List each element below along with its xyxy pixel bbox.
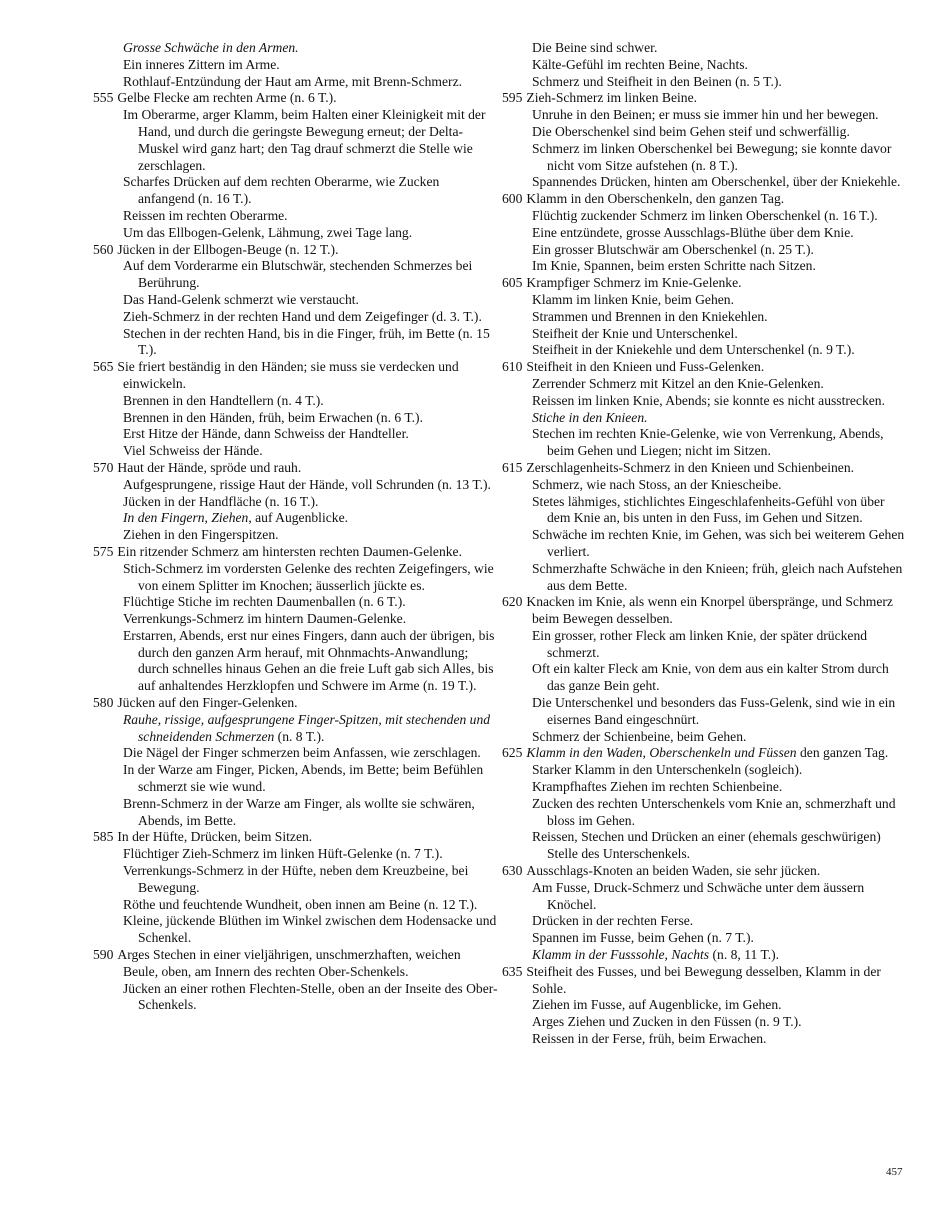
symptom-entry [517,477,907,494]
symptom-entry [517,342,907,359]
entry-text: Brennen in den Händen, früh, beim Erwachen (n. 6 T.). [123,409,423,425]
symptom-entry [517,494,907,528]
entry-text: Steifheit des Fusses, und bei Bewegung desselben, Klamm in der Sohle. [526,963,881,996]
symptom-entry-590 [93,947,498,981]
entry-text: Spannen im Fusse, beim Gehen (n. 7 T.). [532,930,754,946]
entry-text: Ein grosser, rother Fleck am linken Knie, der später drückend schmerzt. [532,627,868,660]
entry-text: Die Oberschenkel sind beim Gehen steif und schwerfällig. [532,123,850,139]
symptom-entry [108,561,498,595]
entry-text: , auf Augenblicke. [248,510,348,526]
entry-text: Arges Ziehen und Zucken in den Füssen (n. 9 T.). [532,1014,802,1030]
entry-text: Erstarren, Abends, erst nur eines Fingers, dann auch der übrigen, bis durch den ganzen Arm herauf, mit Ohnmachts-Anwandlung; durch schnelles hinaus Gehen an die freie Luft gab sich Alles, bis auf anhaltendes Herzklopfen und Schwere im Arme (n. 19 T.). [123,627,495,694]
entry-text: Drücken in der rechten Ferse. [532,913,694,929]
symptom-entry [517,40,907,57]
entry-text: Flüchtig zuckender Schmerz im linken Oberschenkel (n. 16 T.). [532,207,878,223]
symptom-entry [108,426,498,443]
symptom-entry [108,74,498,91]
symptom-entry [517,124,907,141]
symptom-entry [517,527,907,561]
symptom-entry [517,796,907,830]
symptom-entry [517,880,907,914]
entry-text: Stiche in den Knieen. [532,409,648,425]
entry-text: Schmerz und Steifheit in den Beinen (n. 5 T.). [532,73,782,89]
entry-text: Haut der Hände, spröde und rauh. [117,459,302,475]
entry-text: (n. 8, 11 T.). [709,947,780,963]
symptom-entry [517,561,907,595]
entry-number: 570 [93,459,114,475]
entry-text: Im Oberarme, arger Klamm, beim Halten einer Kleinigkeit mit der Hand, und durch die geringste Bewegung erneut; der Delta-Muskel wird ganz hart; den Tag drauf schmerzt die Stelle wie zerschlagen. [123,107,486,173]
symptom-entry [108,628,498,695]
entry-text: Sie friert beständig in den Händen; sie muss sie verdecken und einwickeln. [117,359,459,391]
symptom-entry [108,981,498,1015]
entry-text: Die Beine sind schwer. [532,40,658,55]
symptom-entry [108,913,498,947]
entry-text: Zieh-Schmerz im linken Beine. [526,90,698,106]
symptom-entry-580 [93,695,498,712]
entry-text: Zerschlagenheits-Schmerz in den Knieen und Schienbeinen. [526,459,855,475]
entry-text: Ziehen in den Fingerspitzen. [123,527,279,543]
entry-text: Schmerz, wie nach Stoss, an der Kniescheibe. [532,476,782,492]
entry-number: 625 [502,745,523,761]
entry-number: 630 [502,863,523,879]
entry-text: Steifheit in den Knieen und Fuss-Gelenken. [526,359,765,375]
entry-number: 585 [93,829,114,845]
entry-text: Stetes lähmiges, stichlichtes Eingeschlafenheits-Gefühl von über dem Knie an, bis unten in den Fuss, im Gehen und Sitzen. [532,493,885,526]
symptom-entry [517,695,907,729]
symptom-entry [108,510,498,527]
symptom-entry [108,712,498,746]
entry-text: Klamm in den Waden, Oberschenkeln und Füssen [526,745,797,761]
entry-text: Knacken im Knie, als wenn ein Knorpel überspränge, und Schmerz beim Bewegen desselben. [526,594,893,627]
entry-text: Stechen im rechten Knie-Gelenke, wie von Verrenkung, Abends, beim Gehen und Liegen; nicht im Sitzen. [532,426,884,459]
entry-text: Krampfiger Schmerz im Knie-Gelenke. [526,275,742,291]
entry-text: Zerrender Schmerz mit Kitzel an den Knie-Gelenken. [532,375,824,391]
entry-text: Das Hand-Gelenk schmerzt wie verstaucht. [123,291,359,307]
entry-text: Steifheit der Knie und Unterschenkel. [532,325,738,341]
symptom-entry [108,292,498,309]
symptom-entry [517,107,907,124]
symptom-entry [108,410,498,427]
symptom-entry [108,897,498,914]
symptom-entry [108,258,498,292]
right-column [502,40,907,1048]
entry-text: Ziehen im Fusse, auf Augenblicke, im Gehen. [532,997,782,1013]
entry-text: Oft ein kalter Fleck am Knie, von dem aus ein kalter Strom durch das ganze Bein geht. [532,661,889,694]
entry-text: Schmerz der Schienbeine, beim Gehen. [532,728,747,744]
entry-text: Zieh-Schmerz in der rechten Hand und dem Zeigefinger (d. 3. T.). [123,308,482,324]
symptom-entry-595 [502,90,907,107]
entry-text: Schmerzhafte Schwäche in den Knieen; früh, gleich nach Aufstehen aus dem Bette. [532,560,903,593]
entry-text: Schwäche im rechten Knie, im Gehen, was sich bei weiterem Gehen verliert. [532,527,905,559]
symptom-entry [108,594,498,611]
entry-text: Zucken des rechten Unterschenkels vom Knie an, schmerzhaft und bloss im Gehen. [532,795,896,828]
entry-text: Die Nägel der Finger schmerzen beim Anfassen, wie zerschlagen. [123,745,481,761]
entry-text: In den Fingern, Ziehen [123,510,249,526]
symptom-entry [517,174,907,191]
entry-text: Brenn-Schmerz in der Warze am Finger, als wollte sie schwären, Abends, im Bette. [123,795,475,828]
entry-text: Eine entzündete, grosse Ausschlags-Blüthe über dem Knie. [532,224,854,240]
symptom-entry-555 [93,90,498,107]
symptom-entry-615 [502,459,907,477]
entry-text: Kälte-Gefühl im rechten Beine, Nachts. [532,56,748,72]
entry-text: Reissen im rechten Oberarme. [123,207,288,223]
symptom-entry [108,174,498,208]
entry-text: Viel Schweiss der Hände. [123,443,263,459]
entry-text: Ausschlags-Knoten an beiden Waden, sie sehr jücken. [526,863,821,879]
symptom-entry-570 [93,459,498,477]
entry-text: Klamm im linken Knie, beim Gehen. [532,291,734,307]
entry-number: 595 [502,90,523,106]
entry-text: Krampfhaftes Ziehen im rechten Schienbeine. [532,779,783,795]
symptom-entry [108,846,498,863]
entry-text: Jücken auf den Finger-Gelenken. [117,695,298,711]
symptom-entry [517,376,907,393]
symptom-entry [517,242,907,259]
entry-number: 635 [502,963,523,979]
symptom-entry [517,426,907,460]
symptom-entry [108,107,498,174]
symptom-entry [108,225,498,242]
entry-number: 590 [93,947,114,963]
symptom-entry [108,494,498,511]
entry-number: 600 [502,191,523,207]
symptom-entry [108,309,498,326]
symptom-entry [108,611,498,628]
entry-text: Röthe und feuchtende Wundheit, oben innen am Beine (n. 12 T.). [123,896,478,912]
symptom-entry [517,913,907,930]
symptom-entry [517,309,907,326]
symptom-entry [517,258,907,275]
symptom-entry [108,57,498,74]
entry-number: 605 [502,275,523,291]
symptom-entry [108,326,498,360]
page-number: 457 [886,1166,903,1178]
symptom-entry-575 [93,543,498,561]
entry-text: Auf dem Vorderarme ein Blutschwär, stechenden Schmerzes bei Berührung. [123,258,473,291]
symptom-entry [517,225,907,242]
entry-text: Ein inneres Zittern im Arme. [123,56,280,72]
entry-text: Jücken in der Ellbogen-Beuge (n. 12 T.). [117,241,339,257]
symptom-entry [108,762,498,796]
entry-text: Stechen in der rechten Hand, bis in die Finger, früh, im Bette (n. 15 T.). [123,325,490,358]
entry-text: Unruhe in den Beinen; er muss sie immer hin und her bewegen. [532,107,879,123]
symptom-entry [517,779,907,796]
symptom-entry [108,863,498,897]
entry-text: Grosse Schwäche in den Armen. [123,40,299,55]
symptom-entry [517,997,907,1014]
entry-number: 565 [93,359,114,375]
symptom-entry [517,292,907,309]
entry-text: Gelbe Flecke am rechten Arme (n. 6 T.). [117,90,337,106]
entry-text: Um das Ellbogen-Gelenk, Lähmung, zwei Tage lang. [123,224,413,240]
symptom-entry-565 [93,359,498,393]
entry-text: Kleine, jückende Blüthen im Winkel zwischen dem Hodensacke und Schenkel. [123,913,497,946]
symptom-entry-635 [502,963,907,998]
entry-text: (n. 8 T.). [274,728,325,744]
symptom-entry-605 [502,275,907,292]
symptom-entry [517,326,907,343]
entry-text: Stich-Schmerz im vordersten Gelenke des rechten Zeigefingers, wie von einem Splitter im Knochen; äusserlich jückte es. [123,560,494,593]
symptom-entry [517,1014,907,1031]
symptom-entry [517,762,907,779]
entry-number: 610 [502,359,523,375]
symptom-entry [517,1031,907,1048]
entry-text: Ein ritzender Schmerz am hintersten rechten Daumen-Gelenke. [117,543,462,559]
symptom-entry [517,141,907,175]
entry-text: Verrenkungs-Schmerz in der Hüfte, neben dem Kreuzbeine, bei Bewegung. [123,863,469,895]
entry-text: Die Unterschenkel und besonders das Fuss-Gelenk, sind wie in ein eisernes Band eingeschnürt. [532,695,896,727]
entry-text: Aufgesprungene, rissige Haut der Hände, voll Schrunden (n. 13 T.). [123,476,491,492]
symptom-entry [108,477,498,494]
entry-text: Verrenkungs-Schmerz im hintern Daumen-Gelenke. [123,611,407,627]
symptom-entry [517,947,907,964]
entry-number: 560 [93,241,114,257]
entry-text: Brennen in den Handtellern (n. 4 T.). [123,392,324,408]
entry-number: 575 [93,543,114,559]
symptom-entry-600 [502,191,907,208]
entry-text: Reissen im linken Knie, Abends; sie konnte es nicht ausstrecken. [532,392,885,408]
symptom-entry-610 [502,359,907,376]
entry-text: Klamm in der Fusssohle, Nachts [532,947,710,963]
symptom-entry [517,628,907,662]
symptom-entry [108,40,498,57]
entry-text: Reissen, Stechen und Drücken an einer (ehemals geschwürigen) Stelle des Unterschenkels. [532,829,881,862]
entry-text: Rothlauf-Entzündung der Haut am Arme, mit Brenn-Schmerz. [123,73,463,89]
symptom-entry [517,57,907,74]
entry-text: Jücken an einer rothen Flechten-Stelle, oben an der Inseite des Ober-Schenkels. [123,980,498,1013]
symptom-entry [108,443,498,460]
symptom-entry-620 [502,594,907,628]
entry-text: Klamm in den Oberschenkeln, den ganzen Tag. [526,191,785,207]
entry-text: Spannendes Drücken, hinten am Oberschenkel, über der Kniekehle. [532,174,901,190]
symptom-entry [108,393,498,410]
entry-text: Starker Klamm in den Unterschenkeln (sogleich). [532,762,803,778]
entry-number: 615 [502,459,523,475]
symptom-entry-560 [93,241,498,259]
entry-text: In der Warze am Finger, Picken, Abends, im Bette; beim Befühlen schmerzt sie wie wund. [123,762,484,795]
symptom-entry [108,745,498,762]
symptom-entry [517,74,907,91]
entry-text: Erst Hitze der Hände, dann Schweiss der Handteller. [123,426,409,442]
entry-text: Arges Stechen in einer vieljährigen, unschmerzhaften, weichen Beule, oben, am Innern des rechten Ober-Schenkels. [117,947,461,979]
entry-text: Flüchtige Stiche im rechten Daumenballen (n. 6 T.). [123,594,406,610]
symptom-entry [108,208,498,225]
symptom-entry [517,930,907,947]
entry-text: Scharfes Drücken auf dem rechten Oberarme, wie Zucken anfangend (n. 16 T.). [123,174,440,207]
symptom-entry [108,796,498,830]
entry-text: Steifheit in der Kniekehle und dem Unterschenkel (n. 9 T.). [532,342,855,358]
symptom-entry [517,208,907,225]
entry-number: 620 [502,594,523,610]
symptom-entry [108,527,498,544]
symptom-entry [517,729,907,746]
entry-text: Schmerz im linken Oberschenkel bei Bewegung; sie konnte davor nicht vom Sitze aufstehen (n. 8 T.). [532,140,892,173]
entry-text: Reissen in der Ferse, früh, beim Erwachen. [532,1031,767,1047]
entry-text: Im Knie, Spannen, beim ersten Schritte nach Sitzen. [532,258,816,274]
symptom-entry-630 [502,863,907,880]
entry-text: Ein grosser Blutschwär am Oberschenkel (n. 25 T.). [532,241,814,257]
symptom-entry-625 [502,745,907,762]
symptom-entry-585 [93,829,498,846]
entry-text: Am Fusse, Druck-Schmerz und Schwäche unter dem äussern Knöchel. [532,879,865,912]
symptom-entry [517,393,907,410]
entry-text: Strammen und Brennen in den Kniekehlen. [532,308,768,324]
entry-text: Flüchtiger Zieh-Schmerz im linken Hüft-Gelenke (n. 7 T.). [123,846,443,862]
entry-number: 580 [93,695,114,711]
symptom-entry [517,829,907,863]
entry-number: 555 [93,90,114,106]
symptom-entry [517,410,907,427]
entry-text: In der Hüfte, Drücken, beim Sitzen. [117,829,313,845]
entry-text: Jücken in der Handfläche (n. 16 T.). [123,493,319,509]
entry-text: den ganzen Tag. [796,745,889,761]
left-column [93,40,498,1014]
entry-text: Rauhe, rissige, aufgesprungene Finger-Spitzen, mit stechenden und schneidenden Schmerzen [123,711,491,744]
symptom-entry [517,661,907,695]
